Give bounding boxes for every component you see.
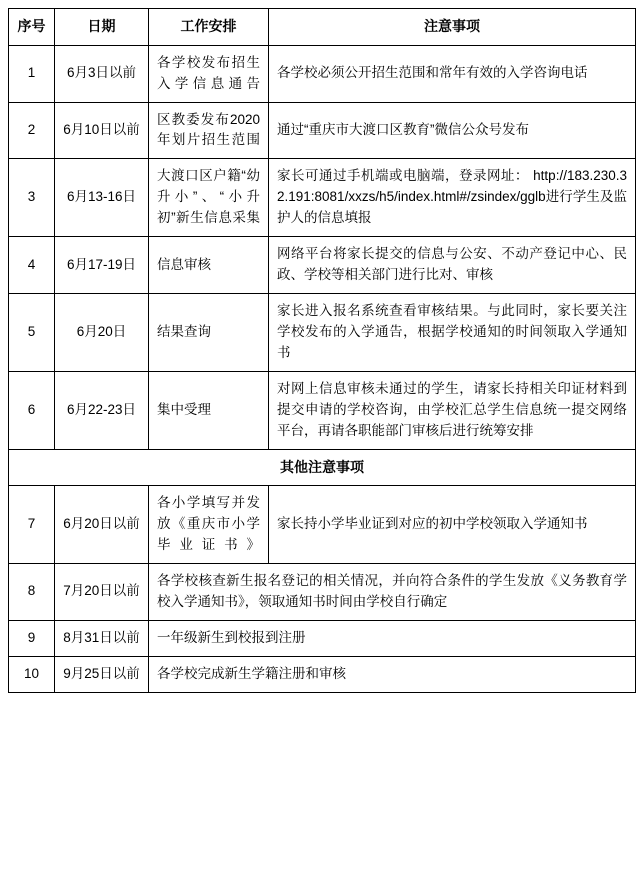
cell-note: 各学校必须公开招生范围和常年有效的入学咨询电话 [269, 45, 636, 102]
cell-task: 集中受理 [149, 371, 269, 449]
cell-no: 8 [9, 563, 55, 620]
cell-note: 家长可通过手机端或电脑端，登录网址： http://183.230.32.191:8081/xxzs/h5/index.html#/zsindex/gglb进行学生及监护人的信息填报 [269, 159, 636, 237]
cell-date: 6月13-16日 [55, 159, 149, 237]
cell-no: 7 [9, 486, 55, 564]
column-header-task: 工作安排 [149, 9, 269, 46]
column-header-note: 注意事项 [269, 9, 636, 46]
cell-task: 大渡口区户籍“幼升小”、“小升初”新生信息采集 [149, 159, 269, 237]
cell-date: 8月31日以前 [55, 620, 149, 656]
section-title: 其他注意事项 [9, 449, 636, 486]
table-row [9, 237, 636, 294]
cell-no: 5 [9, 293, 55, 371]
cell-note: 网络平台将家长提交的信息与公安、不动产登记中心、民政、学校等相关部门进行比对、审核 [269, 237, 636, 294]
cell-task: 各学校发布招生入学信息通告 [149, 45, 269, 102]
cell-date: 6月20日 [55, 293, 149, 371]
table-row [9, 371, 636, 449]
enrollment-schedule-table [8, 8, 636, 693]
cell-task: 信息审核 [149, 237, 269, 294]
table-header [9, 9, 636, 46]
cell-date: 6月22-23日 [55, 371, 149, 449]
cell-task: 各小学填写并发放《重庆市小学毕业证书》 [149, 486, 269, 564]
cell-no: 10 [9, 656, 55, 692]
cell-note: 各学校完成新生学籍注册和审核 [149, 656, 636, 692]
cell-no: 3 [9, 159, 55, 237]
table-header-row [9, 9, 636, 46]
table-row [9, 620, 636, 656]
cell-no: 6 [9, 371, 55, 449]
column-header-no: 序号 [9, 9, 55, 46]
cell-date: 9月25日以前 [55, 656, 149, 692]
cell-no: 1 [9, 45, 55, 102]
table-row [9, 656, 636, 692]
cell-note: 家长进入报名系统查看审核结果。与此同时，家长要关注学校发布的入学通告，根据学校通知的时间领取入学通知书 [269, 293, 636, 371]
cell-note: 家长持小学毕业证到对应的初中学校领取入学通知书 [269, 486, 636, 564]
cell-note: 一年级新生到校报到注册 [149, 620, 636, 656]
cell-date: 6月3日以前 [55, 45, 149, 102]
cell-task: 区教委发布2020年划片招生范围 [149, 102, 269, 159]
cell-note: 通过“重庆市大渡口区教育”微信公众号发布 [269, 102, 636, 159]
cell-task: 结果查询 [149, 293, 269, 371]
cell-date: 6月17-19日 [55, 237, 149, 294]
table-row [9, 45, 636, 102]
cell-date: 6月20日以前 [55, 486, 149, 564]
table-row [9, 159, 636, 237]
section-row [9, 449, 636, 486]
table-body [9, 45, 636, 692]
cell-no: 9 [9, 620, 55, 656]
cell-no: 2 [9, 102, 55, 159]
table-row [9, 486, 636, 564]
cell-date: 6月10日以前 [55, 102, 149, 159]
table-row [9, 102, 636, 159]
column-header-date: 日期 [55, 9, 149, 46]
cell-note: 对网上信息审核未通过的学生，请家长持相关印证材料到提交申请的学校咨询，由学校汇总学生信息统一提交网络平台，再请各职能部门审核后进行统筹安排 [269, 371, 636, 449]
table-row [9, 563, 636, 620]
cell-date: 7月20日以前 [55, 563, 149, 620]
cell-note: 各学校核查新生报名登记的相关情况，并向符合条件的学生发放《义务教育学校入学通知书》，领取通知书时间由学校自行确定 [149, 563, 636, 620]
table-row [9, 293, 636, 371]
cell-no: 4 [9, 237, 55, 294]
